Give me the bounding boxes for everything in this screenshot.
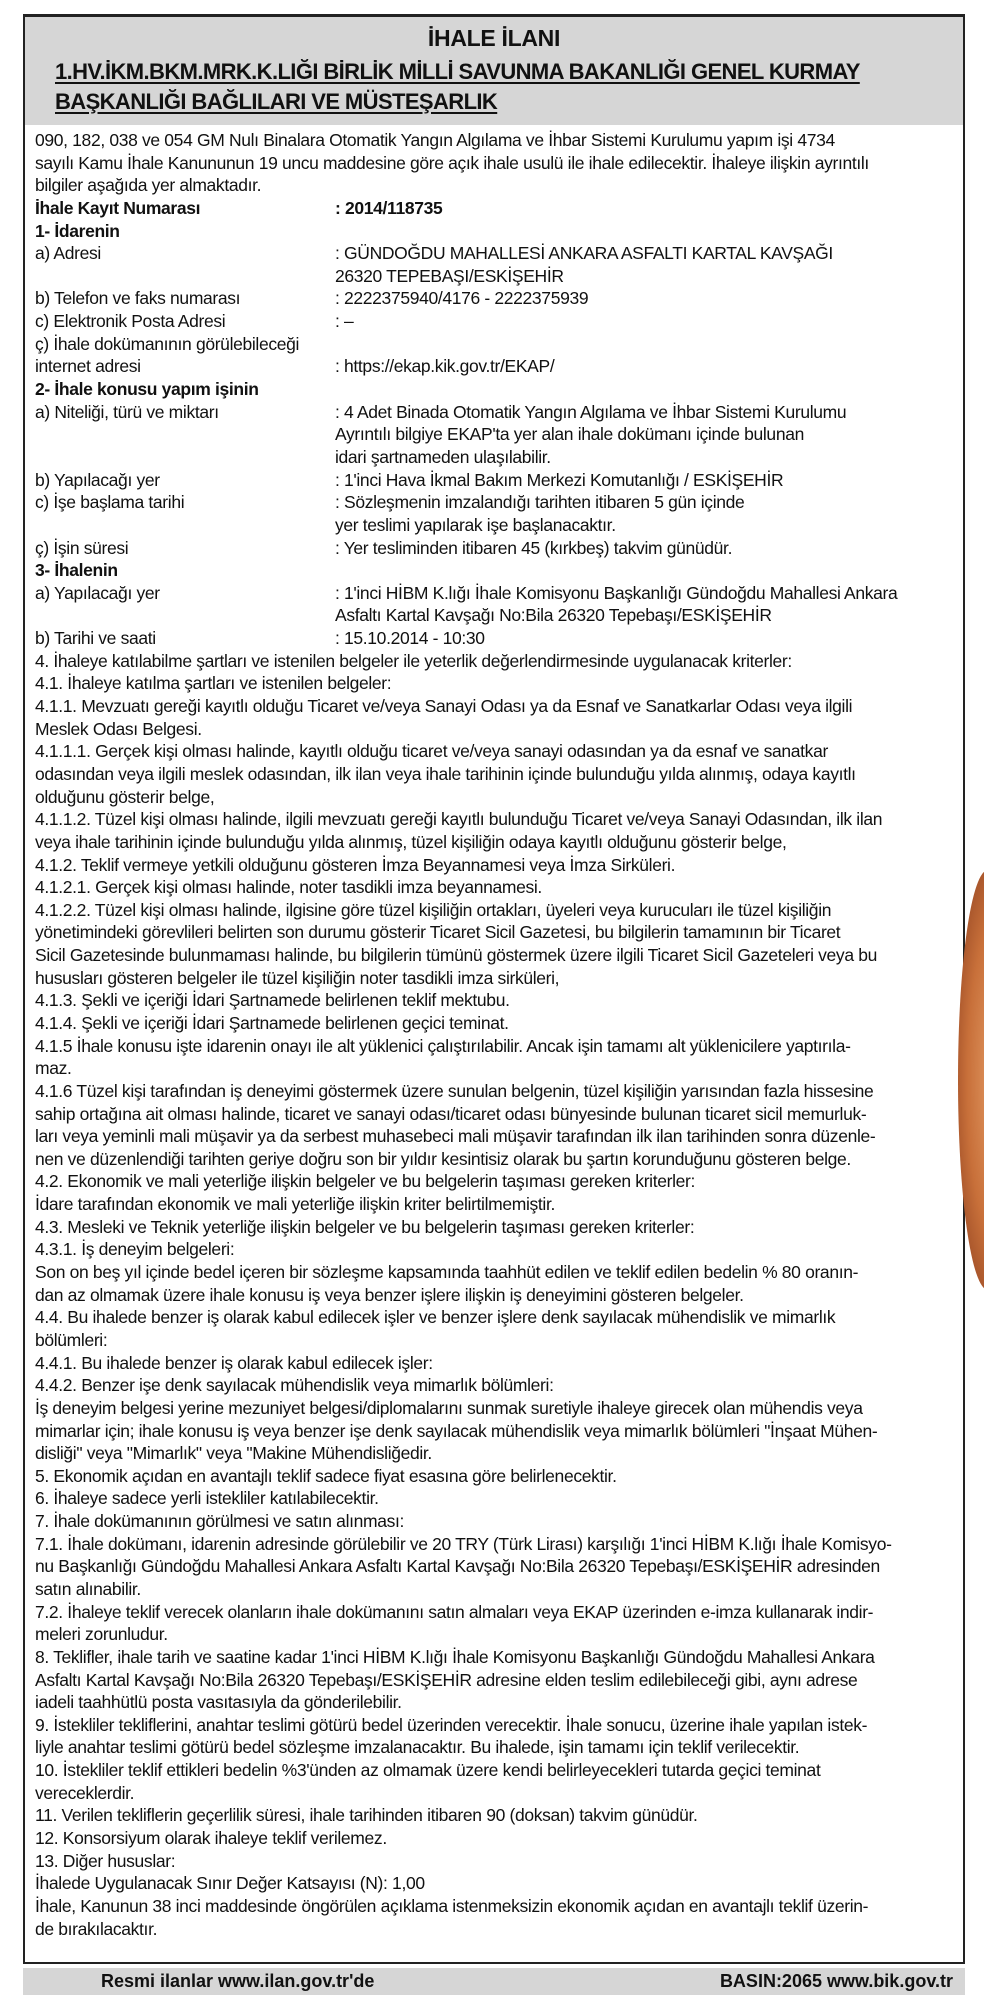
text-line: 4.1.2.1. Gerçek kişi olması halinde, noter tasdikli imza beyannamesi. (35, 877, 542, 898)
field-row (35, 287, 960, 310)
text-line: İdare tarafından ekonomik ve mali yeterliğe ilişkin kriter belirtilmemiştir. (35, 1194, 555, 1215)
field-value (335, 627, 960, 650)
text-line: 4.1.5 İhale konusu işte idarenin onayı ile alt yüklenici çalıştırılabilir. Ancak işin tamamı alt yüklenicilere yaptırıla- (35, 1035, 851, 1056)
value-line: Asfaltı Kartal Kavşağı No:Bila 26320 Tepebaşı/ESKİŞEHİR (335, 605, 772, 626)
paragraph (35, 1646, 960, 1714)
field-value (335, 537, 960, 560)
footer-bar (23, 1968, 965, 1995)
field-value (335, 197, 960, 220)
value-line: : Sözleşmenin imzalandığı tarihten itibaren 5 gün içinde (335, 492, 745, 513)
text-line: 4.4.1. Bu ihalede benzer iş olarak kabul edilecek işler: (35, 1352, 433, 1373)
label-line: internet adresi (35, 356, 141, 377)
text-line: İş deneyim belgesi yerine mezuniyet belgesi/diplomalarını sunmak suretiyle ihaleye girecek olan mühendis veya (35, 1397, 863, 1418)
field-row (35, 310, 960, 333)
value-line: yer teslimi yapılarak işe başlanacaktır. (335, 514, 616, 535)
paragraph (35, 1170, 960, 1193)
field-value (335, 491, 960, 536)
text-line: 4.1.3. Şekli ve içeriği İdari Şartnamede belirlenen teklif mektubu. (35, 990, 510, 1011)
text-line: 9. İstekliler tekliflerini, anahtar teslimi götürü bedel üzerinden verecektir. İhale sonucu, üzerine ihale yapılan istek- (35, 1714, 868, 1735)
text-line: 4.4.2. Benzer işe denk sayılacak mühendislik veya mimarlık bölümleri: (35, 1375, 554, 1396)
label-line: b) Yapılacağı yer (35, 469, 160, 490)
text-line: 1- İdarenin (35, 220, 120, 241)
field-label (35, 401, 335, 469)
label-line: a) Niteliği, türü ve miktarı (35, 401, 219, 422)
label-line: c) İşe başlama tarihi (35, 492, 185, 513)
field-value (335, 469, 960, 492)
paragraph (35, 1397, 960, 1465)
paragraph (35, 989, 960, 1012)
field-value (335, 242, 960, 287)
text-line: Son on beş yıl içinde bedel içeren bir sözleşme kapsamında taahhüt edilen ve teklif edilen bedelin % 80 oranın- (35, 1262, 859, 1283)
footer-press: BASIN:2065 www.bik.gov.tr (719, 1971, 953, 1991)
text-line: 7.1. İhale dokümanı, idarenin adresinde görülebilir ve 20 TRY (Türk Lirası) karşılığı 1'inci HİBM K.lığı İhale Komisyo- (35, 1533, 892, 1554)
value-line (335, 333, 960, 356)
text-line: 10. İstekliler teklif ettikleri bedelin %3'ünden az olmamak üzere kendi belirleyecekleri tutarda geçici teminat (35, 1760, 821, 1781)
value-line: : Yer tesliminden itibaren 45 (kırkbeş) takvim günüdür. (335, 537, 733, 558)
text-line: 4.2. Ekonomik ve mali yeterliğe ilişkin belgeler ve bu belgelerin taşıması gereken kriterler: (35, 1171, 695, 1192)
text-line: mimarlar için; ihale konusu iş veya benzer işe denk sayılacak mühendislik veya mimarlık bölümleri "İnşaat Mühen- (35, 1420, 878, 1441)
field-value (335, 401, 960, 469)
field-row (35, 537, 960, 560)
paragraph (35, 1827, 960, 1850)
text-line: 4.1.2.2. Tüzel kişi olması halinde, ilgisine göre tüzel kişiliğin ortakları, üyeleri veya kurucuları ile tüzel kişiliğin (35, 899, 832, 920)
field-label (35, 197, 335, 220)
paragraph (35, 854, 960, 877)
text-line: 8. Teklifler, ihale tarih ve saatine kadar 1'inci HİBM K.lığı İhale Komisyonu Başkanlığı Gündoğdu Mahallesi Ankara (35, 1646, 875, 1667)
field-value (335, 333, 960, 378)
field-label (35, 242, 335, 287)
text-line: vereceklerdir. (35, 1782, 135, 1803)
paragraph (35, 1352, 960, 1375)
paragraph (35, 1601, 960, 1646)
text-line: sayılı Kamu İhale Kanununun 19 uncu maddesine göre açık ihale usulü ile ihale edilecektir. İhaleye ilişkin ayrıntılı (35, 152, 869, 173)
field-label (35, 582, 335, 627)
paragraph (35, 1465, 960, 1488)
paragraph (35, 672, 960, 695)
field-row (35, 333, 960, 378)
value-line: : 1'inci HİBM K.lığı İhale Komisyonu Başkanlığı Gündoğdu Mahallesi Ankara (335, 582, 898, 603)
field-row (35, 627, 960, 650)
text-line: sahip ortağına ait olması halinde, ticaret ve sanayi odası/ticaret odası bünyesinde bulunan ticaret sicil memurluk- (35, 1103, 867, 1124)
paragraph (35, 1533, 960, 1601)
field-row (35, 582, 960, 627)
text-line: 4.1.1. Mevzuatı gereği kayıtlı olduğu Ticaret ve/veya Sanayi Odası ya da Esnaf ve Sanatkarlar Odası veya ilgili (35, 696, 853, 717)
value-line: : https://ekap.kik.gov.tr/EKAP/ (335, 356, 555, 377)
paragraph (35, 899, 960, 990)
text-line: meleri zorunludur. (35, 1624, 168, 1645)
field-label (35, 310, 335, 333)
text-line: yönetimindeki görevlileri belirten son durumu gösterir Ticaret Sicil Gazetesi, bu bilgilerin tamamının bir Ticaret (35, 922, 841, 943)
paragraph (35, 1487, 960, 1510)
field-row (35, 491, 960, 536)
text-line: 2- İhale konusu yapım işinin (35, 379, 259, 400)
text-line: 7.2. İhaleye teklif verecek olanların ihale dokümanını satın almaları veya EKAP üzerinden e-imza kullanarak indir- (35, 1601, 874, 1622)
footer-official-ads: Resmi ilanlar www.ilan.gov.tr'de (101, 1971, 375, 1991)
notice-body (35, 129, 960, 1940)
paragraph (35, 1012, 960, 1035)
paragraph (35, 1035, 960, 1080)
text-line: de bırakılacaktır. (35, 1918, 158, 1939)
text-line: 4.1.4. Şekli ve içeriği İdari Şartnamede belirlenen geçici teminat. (35, 1012, 509, 1033)
paragraph (35, 1261, 960, 1306)
text-line: 3- İhalenin (35, 560, 118, 581)
paragraph (35, 1804, 960, 1827)
text-line: İhale, Kanunun 38 inci maddesinde öngörülen açıklama istenmeksizin ekonomik açıdan en avantajlı teklif üzerin- (35, 1895, 869, 1916)
label-line: a) Adresi (35, 243, 101, 264)
paragraph (35, 1216, 960, 1239)
value-line: : 2222375940/4176 - 2222375939 (335, 288, 589, 309)
text-line: disliği" veya "Mimarlık" veya "Makine Mühendisliğedir. (35, 1443, 432, 1464)
label-line: b) Telefon ve faks numarası (35, 288, 241, 309)
text-line: 7. İhale dokümanının görülmesi ve satın alınması: (35, 1511, 405, 1532)
paragraph (35, 1306, 960, 1351)
paragraph (35, 1850, 960, 1873)
section-heading (35, 378, 960, 401)
organization-line-1: 1.HV.İKM.BKM.MRK.K.LIĞI BİRLİK MİLLİ SAVUNMA BAKANLIĞI GENEL KURMAY (55, 59, 860, 84)
text-line: ları veya yeminli mali müşavir ya da serbest muhasebeci mali müşavir tarafından ilk ilan tarihinden sonra düzenle- (35, 1126, 876, 1147)
section-heading (35, 559, 960, 582)
label-line: ç) İhale dokümanının görülebileceği (35, 333, 300, 354)
organization-line-2: BAŞKANLIĞI BAĞLILARI VE MÜSTEŞARLIK (55, 89, 498, 114)
field-row (35, 242, 960, 287)
paragraph (35, 1374, 960, 1397)
field-label (35, 287, 335, 310)
field-value (335, 310, 960, 333)
text-line: odasından veya ilgili meslek odasından, ilk ilan veya ihale tarihinin içinde bulunduğu yılda alınmış, odaya kayıtlı (35, 763, 856, 784)
field-row (35, 469, 960, 492)
label-line: b) Tarihi ve saati (35, 628, 156, 649)
text-line: 4.3.1. İş deneyim belgeleri: (35, 1239, 235, 1260)
text-line: bölümleri: (35, 1329, 108, 1350)
field-value (335, 287, 960, 310)
text-line: iadeli taahhütlü posta vasıtasıyla da gönderilebilir. (35, 1692, 402, 1713)
label-line: ç) İşin süresi (35, 537, 129, 558)
tender-notice (23, 14, 965, 1964)
section-heading (35, 220, 960, 243)
field-label (35, 627, 335, 650)
value-line: : GÜNDOĞDU MAHALLESİ ANKARA ASFALTI KARTAL KAVŞAĞI (335, 243, 833, 264)
text-line: 4.1.6 Tüzel kişi tarafından iş deneyimi göstermek üzere sunulan belgenin, tüzel kişiliğin yarısından fazla hissesine (35, 1080, 874, 1101)
field-value (335, 582, 960, 627)
text-line: İhalede Uygulanacak Sınır Değer Katsayısı (N): 1,00 (35, 1873, 425, 1894)
paragraph (35, 808, 960, 853)
text-line: 4.4. Bu ihalede benzer iş olarak kabul edilecek işler ve benzer işlere denk sayılacak mühendislik ve mimarlık (35, 1307, 836, 1328)
field-label (35, 469, 335, 492)
text-line: 4. İhaleye katılabilme şartları ve istenilen belgeler ile yeterlik değerlendirmesinde uygulanacak kriterler: (35, 650, 792, 671)
text-line: hususları gösteren belgeler ile tüzel kişiliğin noter tasdikli imza sirküleri, (35, 967, 560, 988)
text-line: bilgiler aşağıda yer almaktadır. (35, 175, 262, 196)
paragraph (35, 876, 960, 899)
field-row (35, 401, 960, 469)
text-line: 13. Diğer hususlar: (35, 1850, 176, 1871)
paragraph (35, 1080, 960, 1171)
text-line: veya ihale tarihinin içinde bulunduğu yılda alınmış, tüzel kişiliğin odaya kayıtlı olduğunu gösterir belge, (35, 831, 787, 852)
value-line: Ayrıntılı bilgiye EKAP'ta yer alan ihale dokümanı içinde bulunan (335, 424, 804, 445)
text-line: Sicil Gazetesinde bulunmaması halinde, bu bilgilerin tümünü göstermek üzere ilgili Ticaret Sicil Gazeteleri veya bu (35, 945, 877, 966)
value-line: : 1'inci Hava İkmal Bakım Merkezi Komutanlığı / ESKİŞEHİR (335, 469, 784, 490)
text-line: 4.1.2. Teklif vermeye yetkili olduğunu gösteren İmza Beyannamesi veya İmza Sirküleri. (35, 854, 676, 875)
field-label (35, 537, 335, 560)
text-line: 090, 182, 038 ve 054 GM Nulı Binalara Otomatik Yangın Algılama ve İhbar Sistemi Kurulumu yapım işi 4734 (35, 130, 835, 150)
text-line: 4.1.1.2. Tüzel kişi olması halinde, ilgili mevzuatı gereği kayıtlı bulunduğu Ticaret ve/veya Sanayi Odasından, ilk ilan (35, 809, 883, 830)
paragraph (35, 1510, 960, 1533)
field-row (35, 197, 960, 220)
text-line: olduğunu gösterir belge, (35, 786, 215, 807)
text-line: 12. Konsorsiyum olarak ihaleye teklif verilemez. (35, 1828, 387, 1849)
paragraph (35, 1238, 960, 1261)
paragraph (35, 1759, 960, 1804)
value-line: 26320 TEPEBAŞI/ESKİŞEHİR (335, 265, 564, 286)
text-line: Meslek Odası Belgesi. (35, 718, 202, 739)
text-line: Asfaltı Kartal Kavşağı No:Bila 26320 Tepebaşı/ESKİŞEHİR adresine elden teslim edilebileceği gibi, aynı adrese (35, 1669, 858, 1690)
paragraph (35, 650, 960, 673)
value-line: : 2014/118735 (335, 197, 443, 218)
paragraph (35, 1895, 960, 1940)
label-line: c) Elektronik Posta Adresi (35, 311, 226, 332)
text-line: 5. Ekonomik açıdan en avantajlı teklif sadece fiyat esasına göre belirlenecektir. (35, 1465, 617, 1486)
text-line: liyle anahtar teslimi götürü bedel sözleşme imzalanacaktır. Bu ihalede, işin tamamı için teklif verilecektir. (35, 1737, 800, 1758)
value-line: : 15.10.2014 - 10:30 (335, 628, 485, 649)
notice-title: İHALE İLANI (427, 25, 561, 51)
paragraph (35, 129, 960, 197)
text-line: 11. Verilen tekliflerin geçerlilik süresi, ihale tarihinden itibaren 90 (doksan) takvim günüdür. (35, 1805, 698, 1826)
value-line: idari şartnameden ulaşılabilir. (335, 446, 551, 467)
field-label (35, 491, 335, 536)
text-line: dan az olmamak üzere ihale konusu iş veya benzer işlere ilişkin iş deneyimini gösteren belgeler. (35, 1284, 744, 1305)
paragraph (35, 1714, 960, 1759)
paragraph (35, 740, 960, 808)
paragraph (35, 1193, 960, 1216)
text-line: maz. (35, 1058, 72, 1079)
value-line: : 4 Adet Binada Otomatik Yangın Algılama ve İhbar Sistemi Kurulumu (335, 401, 847, 422)
text-line: satın alınabilir. (35, 1579, 141, 1599)
label-line: a) Yapılacağı yer (35, 582, 160, 603)
text-line: 4.1. İhaleye katılma şartları ve istenilen belgeler: (35, 673, 392, 694)
text-line: 6. İhaleye sadece yerli istekliler katılabilecektir. (35, 1488, 379, 1509)
paragraph (35, 695, 960, 740)
text-line: 4.3. Mesleki ve Teknik yeterliğe ilişkin belgeler ve bu belgelerin taşıması gereken kriterler: (35, 1216, 695, 1237)
text-line: nu Başkanlığı Gündoğdu Mahallesi Ankara Asfaltı Kartal Kavşağı No:Bila 26320 Tepebaşı/ESKİŞEHİR adresinden (35, 1556, 880, 1577)
field-label (35, 333, 335, 378)
notice-header (25, 17, 963, 125)
value-line: : – (335, 311, 354, 332)
text-line: nen ve düzenlendiği tarihten geriye doğru son bir yıldır kesintisiz olarak bu şartın korunduğunu gösteren belge. (35, 1148, 851, 1169)
text-line: 4.1.1.1. Gerçek kişi olması halinde, kayıtlı olduğu ticaret ve/veya sanayi odasından ya da esnaf ve sanatkar (35, 741, 828, 762)
label-line: İhale Kayıt Numarası (35, 197, 201, 218)
paragraph (35, 1872, 960, 1895)
